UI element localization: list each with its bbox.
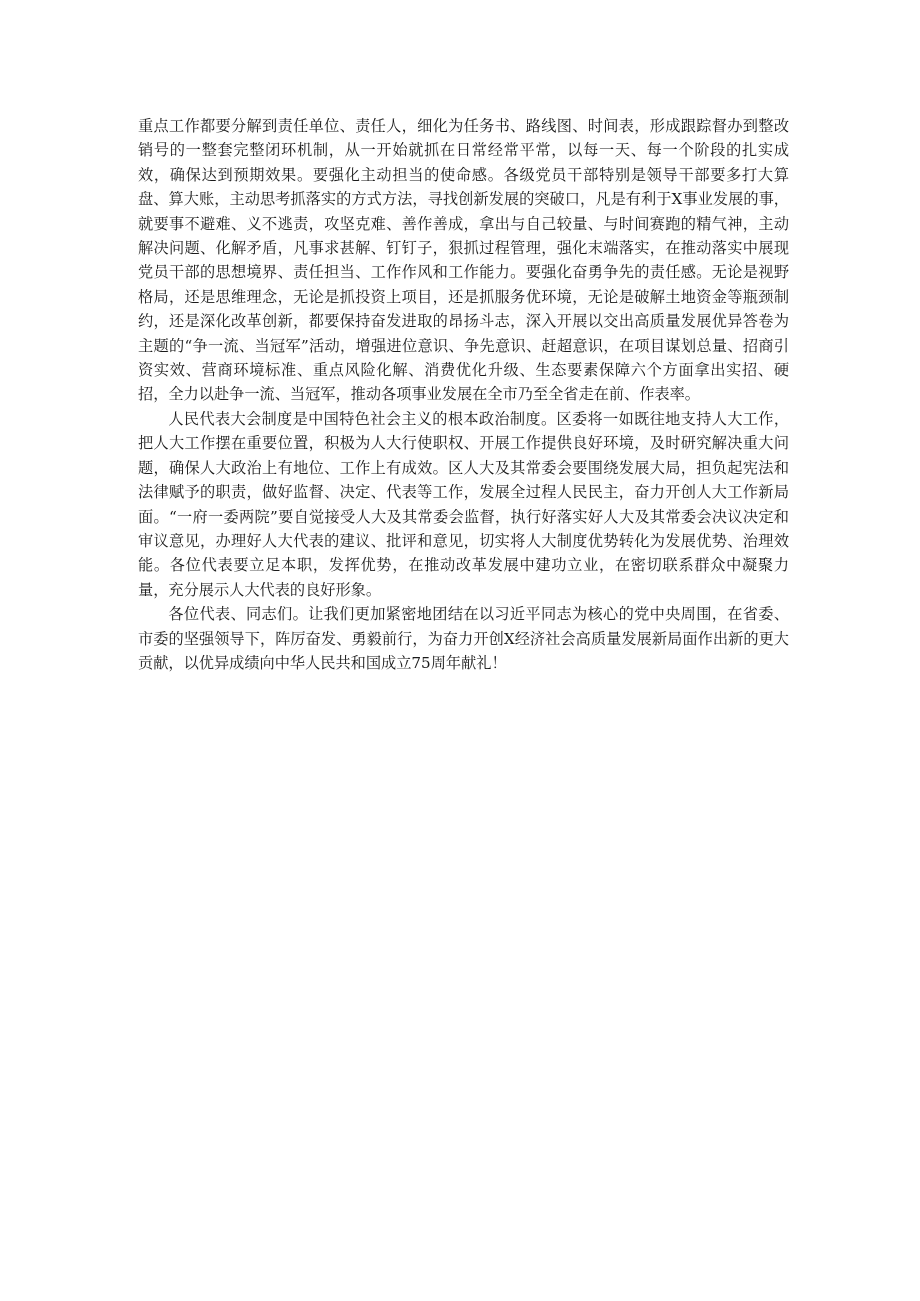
paragraph-closing: 各位代表、同志们。让我们更加紧密地团结在以习近平同志为核心的党中央周围，在省委、市委的坚强领导下，阵厉奋发、勇毅前行，为奋力开创X经济社会高质量发展新局面作出新的更大贡献，以优异成绩向中华人民共和国成立75周年献礼！ [138,605,789,672]
paragraph-peoples-congress: 人民代表大会制度是中国特色社会主义的根本政治制度。区委将一如既往地支持人大工作，把人大工作摆在重要位置，积极为人大行使职权、开展工作提供良好环境，及时研究解决重大问题，确保人大政治上有地位、工作上有成效。区人大及其常委会要围绕发展大局，担负起宪法和法律赋予的职责，做好监督、决定、代表等工作，发展全过程人民民主，奋力开创人大工作新局面。“一府一委两院”要自觉接受人大及其常委会监督，执行好落实好人大及其常委会决议决定和审议意见，办理好人大代表的建议、批评和意见，切实将人大制度优势转化为发展优势、治理效能。各位代表要立足本职，发挥优势，在推动改革发展中建功立业，在密切联系群众中凝聚力量，充分展示人大代表的良好形象。 [138,409,789,599]
document-body [138,114,789,675]
paragraph-continuation: 重点工作都要分解到责任单位、责任人，细化为任务书、路线图、时间表，形成跟踪督办到整改销号的一整套完整闭环机制，从一开始就抓在日常经常平常，以每一天、每一个阶段的扎实成效，确保达到预期效果。要强化主动担当的使命感。各级党员干部特别是领导干部要多打大算盘、算大账，主动思考抓落实的方式方法，寻找创新发展的突破口，凡是有利于X事业发展的事，就要事不避难、义不逃责，攻坚克难、善作善成，拿出与自己较量、与时间赛跑的精气神，主动解决问题、化解矛盾，凡事求甚解、钉钉子，狠抓过程管理，强化末端落实，在推动落实中展现党员干部的思想境界、责任担当、工作作风和工作能力。要强化奋勇争先的责任感。无论是视野格局，还是思维理念，无论是抓投资上项目，还是抓服务优环境，无论是破解土地资金等瓶颈制约，还是深化改革创新，都要保持奋发进取的昂扬斗志，深入开展以交出高质量发展优异答卷为主题的“争一流、当冠军”活动，增强进位意识、争先意识、赶超意识，在项目谋划总量、招商引资实效、营商环境标准、重点风险化解、消费优化升级、生态要素保障六个方面拿出实招、硬招，全力以赴争一流、当冠军，推动各项事业发展在全市乃至全省走在前、作表率。 [138,117,789,404]
